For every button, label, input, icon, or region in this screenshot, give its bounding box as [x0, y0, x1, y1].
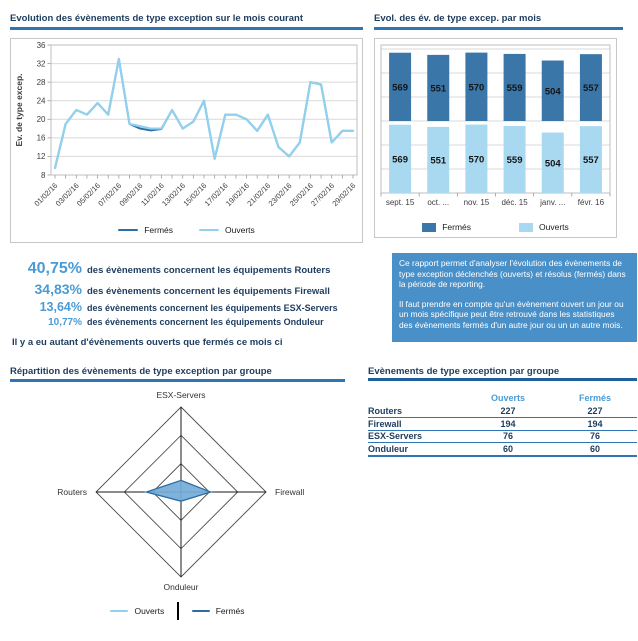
radar-legend [10, 602, 345, 620]
svg-text:27/02/16: 27/02/16 [309, 181, 337, 209]
stat-equipment: Onduleur [283, 317, 324, 327]
svg-text:570: 570 [468, 82, 485, 94]
svg-text:29/02/16: 29/02/16 [330, 181, 358, 209]
svg-text:559: 559 [506, 82, 523, 94]
legend-item-ouverts [199, 225, 255, 235]
stats-footer: Il y a eu autant d'évènements ouverts que fermés ce mois ci [12, 337, 283, 348]
stat-row-onduleur [10, 317, 385, 328]
svg-text:05/02/16: 05/02/16 [74, 181, 102, 209]
bar-chart-title-rule [374, 27, 623, 30]
table-row [368, 405, 637, 418]
radar-chart-canvas [9, 384, 354, 598]
legend-item-fermes [118, 225, 173, 235]
stat-text: des évènements concernent les équipements ESX-Servers [87, 303, 338, 313]
svg-text:17/02/16: 17/02/16 [202, 181, 230, 209]
radar-chart-title: Répartition des évènements de type exception par groupe [10, 366, 272, 377]
row-label: Firewall [368, 418, 402, 429]
svg-text:janv. ...: janv. ... [540, 198, 566, 207]
line-chart-panel [10, 38, 363, 243]
report-info-box [392, 253, 637, 342]
stat-row-routers [10, 260, 385, 278]
line-chart-title-rule [10, 27, 363, 30]
svg-text:551: 551 [430, 155, 447, 167]
svg-text:nov. 15: nov. 15 [463, 198, 490, 207]
stat-pct: 34,83% [34, 281, 82, 297]
svg-text:32: 32 [36, 59, 46, 69]
info-paragraph-1: Ce rapport permet d'analyser l'évolution des évènements de type exception déclenchés (ouverts) et résolus (fermés) dans la période de reporting. [399, 258, 626, 289]
row-fermes: 227 [587, 405, 603, 416]
svg-text:557: 557 [582, 83, 599, 95]
row-ouverts: 76 [502, 431, 513, 442]
svg-text:20: 20 [36, 115, 46, 125]
svg-text:570: 570 [468, 154, 485, 166]
svg-text:21/02/16: 21/02/16 [245, 181, 273, 209]
line-chart-title: Evolution des évènements de type exception sur le mois courant [10, 13, 303, 24]
svg-text:8: 8 [41, 170, 46, 180]
table-header-fermes: Fermés [578, 393, 612, 403]
svg-text:07/02/16: 07/02/16 [96, 181, 124, 209]
legend-label: Fermés [215, 606, 245, 616]
svg-text:19/02/16: 19/02/16 [223, 181, 251, 209]
svg-text:551: 551 [430, 83, 447, 95]
svg-text:569: 569 [392, 154, 409, 166]
svg-text:Firewall: Firewall [275, 487, 305, 497]
svg-text:559: 559 [506, 154, 523, 166]
info-paragraph-2: Il faut prendre en compte qu'un évènement ouvert un jour ou un mois spécifique peut être retrouvé dans les statistiques des évènements fermés d'un autre jour ou un un autre mois. [399, 298, 624, 330]
svg-text:504: 504 [544, 86, 561, 98]
table-header-ouverts: Ouverts [490, 393, 525, 403]
line-chart-canvas [11, 39, 360, 215]
row-fermes: 76 [589, 431, 600, 442]
stat-pct: 13,64% [39, 300, 82, 314]
radar-title-rule [10, 379, 345, 382]
legend-label: Ouverts [225, 225, 255, 235]
row-label: ESX-Servers [368, 431, 423, 442]
table-title-rule [368, 378, 637, 381]
svg-text:28: 28 [36, 77, 46, 87]
row-label: Routers [368, 405, 403, 416]
svg-text:Ev. de type excep.: Ev. de type excep. [14, 73, 24, 147]
svg-text:sept. 15: sept. 15 [385, 198, 415, 207]
bar-chart-legend [375, 222, 616, 232]
bar-chart-panel [374, 38, 617, 238]
legend-label: Ouverts [134, 606, 165, 616]
legend-label: Fermés [144, 225, 174, 235]
svg-text:ESX-Servers: ESX-Servers [156, 390, 206, 400]
table-row [368, 418, 637, 431]
stat-text: des évènements concernent les équipements Firewall [87, 286, 330, 297]
fermes-bar-swatch [422, 223, 436, 232]
svg-text:03/02/16: 03/02/16 [53, 181, 81, 209]
svg-text:16: 16 [36, 133, 46, 143]
svg-text:Routers: Routers [57, 487, 87, 497]
svg-text:01/02/16: 01/02/16 [32, 181, 60, 209]
stat-equipment: ESX-Servers [283, 303, 338, 313]
fermes-line-swatch [192, 610, 210, 613]
stat-pct: 40,75% [27, 260, 82, 277]
svg-text:févr. 16: févr. 16 [577, 198, 605, 207]
row-ouverts: 60 [502, 444, 513, 455]
legend-item-ouverts [110, 606, 164, 616]
row-fermes: 60 [589, 444, 600, 455]
legend-item-fermes [422, 222, 471, 232]
legend-label: Fermés [442, 222, 472, 232]
svg-text:557: 557 [582, 155, 599, 167]
table-row [368, 431, 637, 444]
stat-row-firewall [10, 281, 385, 297]
svg-text:15/02/16: 15/02/16 [181, 181, 209, 209]
svg-text:24: 24 [36, 96, 46, 106]
stat-equipment: Firewall [294, 286, 330, 297]
ouverts-line-swatch [199, 229, 219, 232]
svg-text:23/02/16: 23/02/16 [266, 181, 294, 209]
stat-equipment: Routers [294, 265, 331, 276]
legend-label: Ouverts [539, 222, 569, 232]
fermes-line-swatch [118, 229, 138, 232]
svg-text:25/02/16: 25/02/16 [287, 181, 315, 209]
svg-text:09/02/16: 09/02/16 [117, 181, 145, 209]
line-chart-legend [11, 225, 362, 235]
legend-item-ouverts [519, 222, 569, 232]
stat-pct: 10,77% [48, 317, 82, 328]
ouverts-line-swatch [110, 610, 128, 613]
svg-text:Onduleur: Onduleur [163, 582, 199, 592]
svg-text:569: 569 [392, 82, 409, 94]
bar-chart-title: Evol. des év. de type excep. par mois [374, 13, 542, 24]
svg-text:12: 12 [36, 152, 46, 162]
svg-text:504: 504 [544, 158, 561, 170]
svg-text:oct. ...: oct. ... [427, 198, 450, 207]
ouverts-bar-swatch [519, 223, 533, 232]
row-fermes: 194 [587, 418, 603, 429]
svg-text:11/02/16: 11/02/16 [139, 181, 166, 208]
events-table [368, 391, 637, 457]
legend-divider [177, 602, 179, 620]
stat-row-esx [10, 300, 385, 314]
table-header-row [368, 391, 637, 405]
legend-item-fermes [192, 606, 245, 616]
row-label: Onduleur [368, 444, 408, 455]
svg-text:déc. 15: déc. 15 [501, 198, 528, 207]
row-ouverts: 227 [500, 405, 516, 416]
bar-chart-canvas [375, 39, 614, 211]
stat-text: des évènements concernent les équipements Routers [87, 265, 331, 276]
row-ouverts: 194 [500, 418, 516, 429]
stat-text: des évènements concernent les équipements Onduleur [87, 317, 324, 327]
svg-text:13/02/16: 13/02/16 [160, 181, 188, 209]
svg-text:36: 36 [36, 40, 46, 50]
table-title: Evènements de type exception par groupe [368, 366, 560, 377]
table-row [368, 443, 637, 457]
